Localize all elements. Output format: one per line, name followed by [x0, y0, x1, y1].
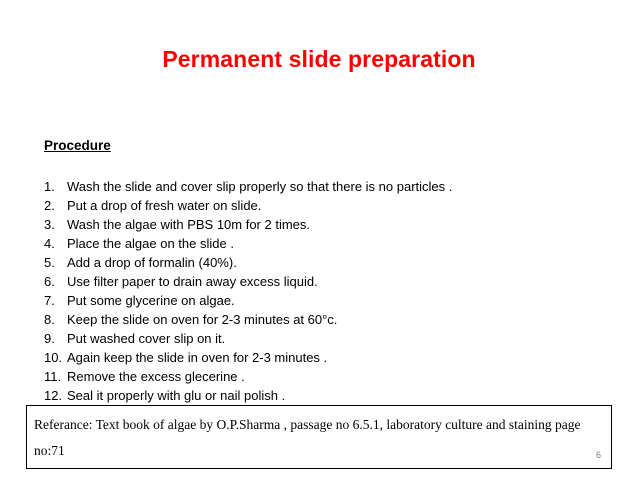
step-text: Wash the algae with PBS 10m for 2 times. — [67, 217, 311, 232]
step-text: Keep the slide on oven for 2-3 minutes at 60°c. — [67, 312, 338, 327]
step-number: 6. — [44, 274, 55, 289]
step-number: 1. — [44, 179, 55, 194]
step-text: Wash the slide and cover slip properly so that there is no particles . — [67, 179, 453, 194]
step-text: Use filter paper to drain away excess liquid. — [67, 274, 318, 289]
step-number: 8. — [44, 312, 55, 327]
step-number: 5. — [44, 255, 55, 270]
step-number: 11. — [44, 369, 62, 384]
reference-text: Referance: Text book of algae by O.P.Sharma , passage no 6.5.1, laboratory culture and staining page no:71 — [34, 417, 581, 458]
step-number: 4. — [44, 236, 55, 251]
step-number: 10. — [44, 350, 63, 365]
reference-box — [26, 405, 612, 469]
procedure-step — [44, 329, 452, 348]
step-number: 2. — [44, 198, 55, 213]
step-text: Put washed cover slip on it. — [67, 331, 226, 346]
step-text: Add a drop of formalin (40%). — [67, 255, 237, 270]
step-text: Again keep the slide in oven for 2-3 minutes . — [67, 350, 328, 365]
procedure-step — [44, 367, 452, 386]
step-number: 3. — [44, 217, 55, 232]
procedure-steps-list — [44, 177, 452, 405]
page-number: 6 — [595, 450, 601, 460]
procedure-step — [44, 291, 452, 310]
step-number: 12. — [44, 388, 63, 403]
procedure-step — [44, 177, 452, 196]
step-text: Put a drop of fresh water on slide. — [67, 198, 262, 213]
procedure-step — [44, 215, 452, 234]
procedure-step — [44, 272, 452, 291]
procedure-step — [44, 196, 452, 215]
step-text: Remove the excess glecerine . — [67, 369, 245, 384]
step-text: Put some glycerine on algae. — [67, 293, 235, 308]
procedure-step — [44, 253, 452, 272]
step-number: 9. — [44, 331, 55, 346]
step-number: 7. — [44, 293, 55, 308]
procedure-step — [44, 386, 452, 405]
procedure-step — [44, 348, 452, 367]
step-text: Seal it properly with glu or nail polish . — [67, 388, 286, 403]
slide-title: Permanent slide preparation — [162, 46, 476, 72]
procedure-step — [44, 234, 452, 253]
step-text: Place the algae on the slide . — [67, 236, 234, 251]
procedure-heading: Procedure — [44, 138, 111, 153]
procedure-step — [44, 310, 452, 329]
